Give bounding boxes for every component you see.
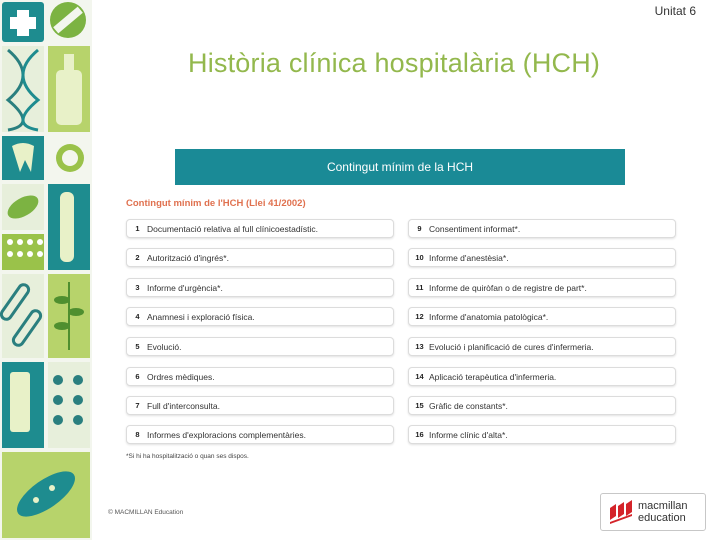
- item-number: 5: [135, 342, 140, 351]
- item-number: 6: [135, 372, 140, 381]
- unit-label: Unitat 6: [654, 4, 696, 18]
- item-number: 7: [135, 401, 140, 410]
- footnote: *Si hi ha hospitalització o quan ses dispos.: [126, 453, 249, 460]
- item-number: 3: [135, 283, 140, 292]
- list-item: [408, 219, 676, 238]
- list-item: [126, 425, 394, 444]
- item-text: Full d'interconsulta.: [147, 400, 220, 411]
- logo-line1: macmillan: [638, 500, 688, 512]
- item-text: Informe d'anestèsia*.: [429, 252, 509, 263]
- item-number: 12: [415, 312, 424, 321]
- list-item: [126, 278, 394, 297]
- item-text: Evolució.: [147, 341, 182, 352]
- list-item: [408, 278, 676, 297]
- item-text: Informe clínic d'alta*.: [429, 429, 508, 440]
- list-item: [408, 367, 676, 386]
- item-number: 16: [415, 430, 424, 439]
- page-title: Història clínica hospitalària (HCH): [188, 48, 601, 78]
- list-item: [126, 307, 394, 326]
- item-text: Informe d'anatomia patològica*.: [429, 311, 549, 322]
- item-number: 4: [135, 312, 140, 321]
- item-number: 14: [415, 372, 424, 381]
- item-number: 11: [415, 283, 424, 292]
- list-item: [408, 307, 676, 326]
- item-text: Documentació relativa al full clínicoestadístic.: [147, 223, 319, 234]
- item-number: 2: [135, 253, 140, 262]
- macmillan-logo-icon: [608, 500, 634, 524]
- item-text: Informe de quiròfan o de registre de part*.: [429, 282, 587, 293]
- item-text: Gràfic de constants*.: [429, 400, 508, 411]
- list-item: [126, 367, 394, 386]
- list-item: [408, 425, 676, 444]
- item-text: Evolució i planificació de cures d'infermeria.: [429, 341, 594, 352]
- item-text: Ordres mèdiques.: [147, 371, 215, 382]
- item-text: Informe d'urgència*.: [147, 282, 223, 293]
- item-text: Consentiment informat*.: [429, 223, 521, 234]
- item-number: 1: [135, 224, 140, 233]
- item-text: Aplicació terapèutica d'infermeria.: [429, 371, 557, 382]
- item-number: 13: [415, 342, 424, 351]
- item-number: 8: [135, 430, 140, 439]
- list-item: [126, 248, 394, 267]
- list-item: [126, 337, 394, 356]
- item-number: 9: [417, 224, 422, 233]
- list-item: [126, 396, 394, 415]
- list-item: [126, 219, 394, 238]
- list-item: [408, 337, 676, 356]
- list-item: [408, 396, 676, 415]
- logo-line2: education: [638, 512, 686, 524]
- item-text: Autorització d'ingrés*.: [147, 252, 229, 263]
- macmillan-logo: [600, 493, 706, 531]
- copyright: © MACMILLAN Education: [108, 509, 184, 516]
- list-item: [408, 248, 676, 267]
- decorative-sidebar: [0, 0, 92, 540]
- item-number: 10: [415, 253, 424, 262]
- item-number: 15: [415, 401, 424, 410]
- banner-label: Contingut mínim de la HCH: [326, 160, 474, 174]
- content-title: Contingut mínim de l'HCH (Llei 41/2002): [126, 198, 306, 209]
- item-text: Informes d'exploracions complementàries.: [147, 429, 306, 440]
- item-text: Anamnesi i exploració física.: [147, 311, 255, 322]
- section-banner: [175, 149, 625, 185]
